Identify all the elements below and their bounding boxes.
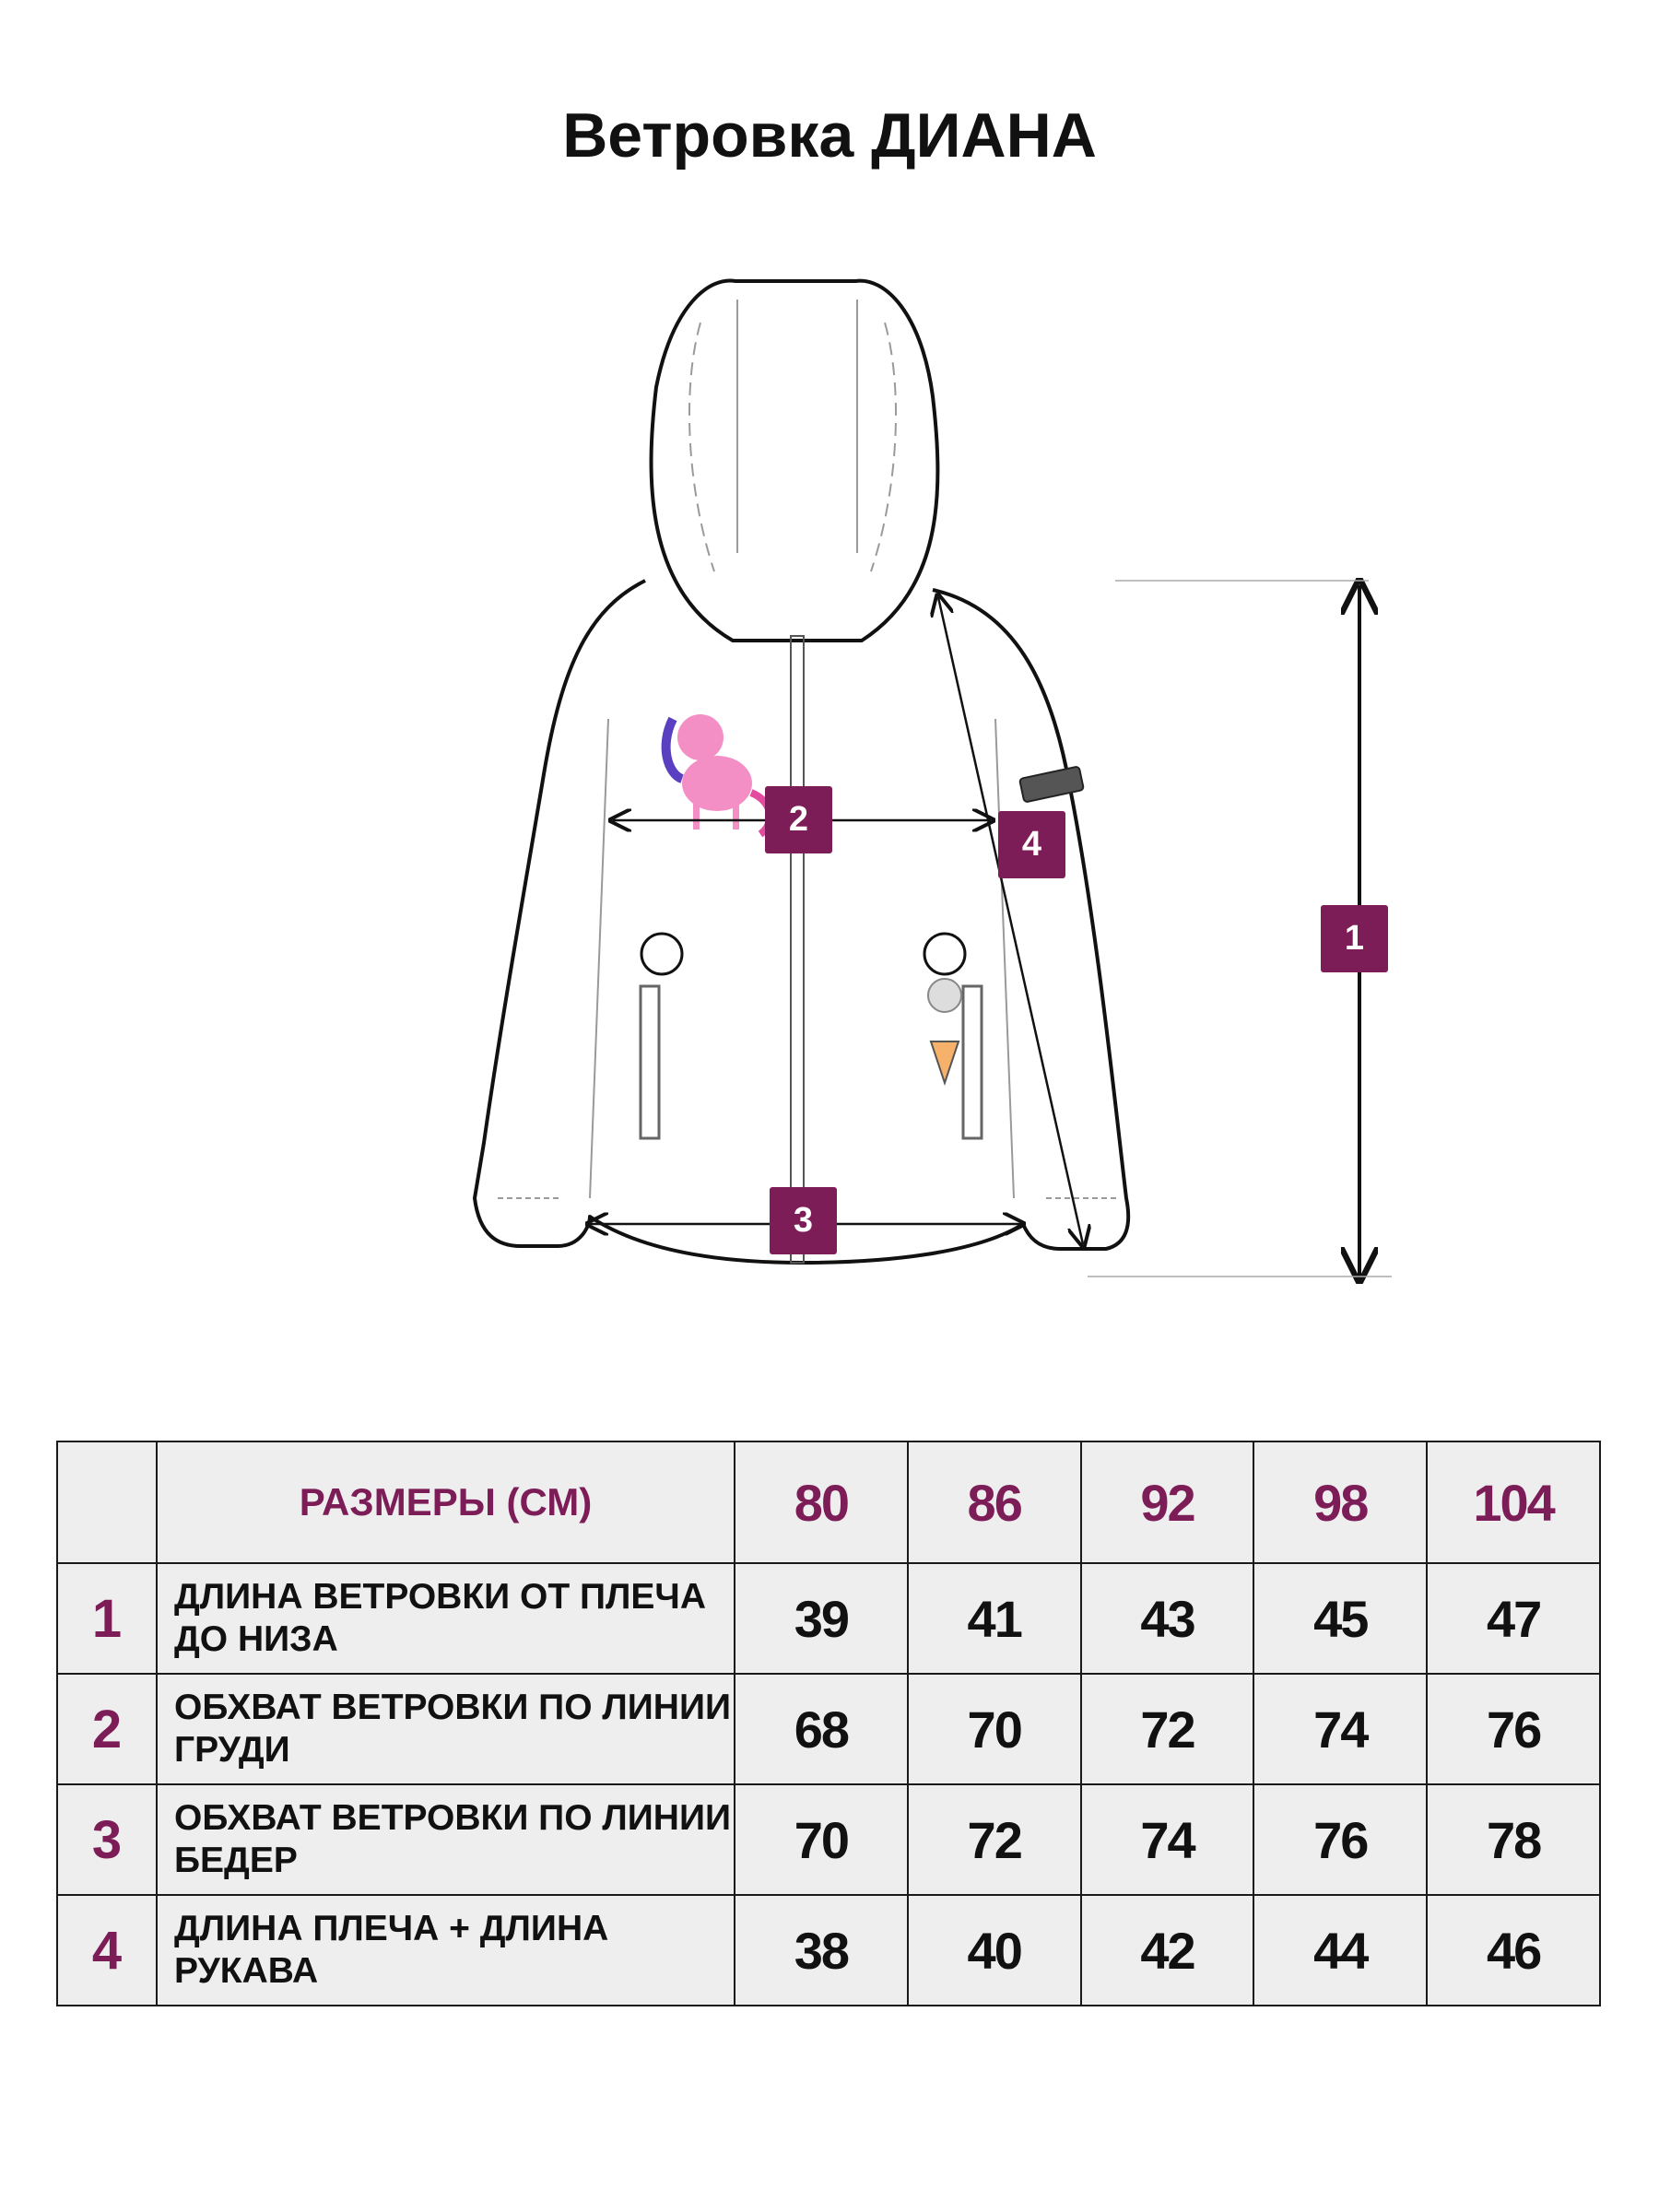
measure-badge-1: 1: [1321, 905, 1388, 972]
measure-badge-4: 4: [998, 811, 1065, 878]
table-cell: 70: [735, 1784, 908, 1895]
table-corner-cell: [57, 1441, 157, 1563]
size-header: 92: [1081, 1441, 1254, 1563]
table-header-row: [57, 1441, 1600, 1563]
pocket-right: [924, 934, 982, 1138]
table-cell: 68: [735, 1674, 908, 1784]
pocket-left: [641, 934, 682, 1138]
table-cell: 74: [1081, 1784, 1254, 1895]
table-cell: 44: [1253, 1895, 1427, 2006]
measure-badge-3: 3: [770, 1187, 837, 1254]
table-row: [57, 1895, 1600, 2006]
table-row: [57, 1563, 1600, 1674]
jacket-outline: [475, 280, 1128, 1263]
table-cell: 40: [908, 1895, 1081, 2006]
row-name: ДЛИНА ПЛЕЧА + ДЛИНА РУКАВА: [157, 1895, 735, 2006]
table-cell: 46: [1427, 1895, 1600, 2006]
size-header: 86: [908, 1441, 1081, 1563]
row-name: ДЛИНА ВЕТРОВКИ ОТ ПЛЕЧА ДО НИЗА: [157, 1563, 735, 1674]
row-index: 2: [57, 1674, 157, 1784]
table-cell: 41: [908, 1563, 1081, 1674]
pony-illustration: [666, 714, 771, 834]
sizes-header: РАЗМЕРЫ (СМ): [157, 1441, 735, 1563]
table-cell: 76: [1253, 1784, 1427, 1895]
jacket-details: [498, 300, 1120, 1198]
sleeve-patch: [1019, 766, 1084, 802]
table-cell: 72: [1081, 1674, 1254, 1784]
row-index: 3: [57, 1784, 157, 1895]
table-row: [57, 1784, 1600, 1895]
size-header: 98: [1253, 1441, 1427, 1563]
row-name: ОБХВАТ ВЕТРОВКИ ПО ЛИНИИ ГРУДИ: [157, 1674, 735, 1784]
table-cell: 42: [1081, 1895, 1254, 2006]
page-title: Ветровка ДИАНА: [562, 100, 1097, 171]
row-name: ОБХВАТ ВЕТРОВКИ ПО ЛИНИИ БЕДЕР: [157, 1784, 735, 1895]
table-cell: 43: [1081, 1563, 1254, 1674]
table-cell: 70: [908, 1674, 1081, 1784]
size-table: [56, 1441, 1601, 2006]
row-index: 1: [57, 1563, 157, 1674]
table-cell: 45: [1253, 1563, 1427, 1674]
table-cell: 38: [735, 1895, 908, 2006]
measurement-lines: [590, 581, 1392, 1277]
table-cell: 72: [908, 1784, 1081, 1895]
row-index: 4: [57, 1895, 157, 2006]
measure-badge-2: 2: [765, 786, 832, 853]
table-cell: 47: [1427, 1563, 1600, 1674]
table-cell: 78: [1427, 1784, 1600, 1895]
table-row: [57, 1674, 1600, 1784]
size-header: 80: [735, 1441, 908, 1563]
table-cell: 76: [1427, 1674, 1600, 1784]
zipper: [791, 636, 804, 1263]
table-cell: 39: [735, 1563, 908, 1674]
size-header: 104: [1427, 1441, 1600, 1563]
table-cell: 74: [1253, 1674, 1427, 1784]
